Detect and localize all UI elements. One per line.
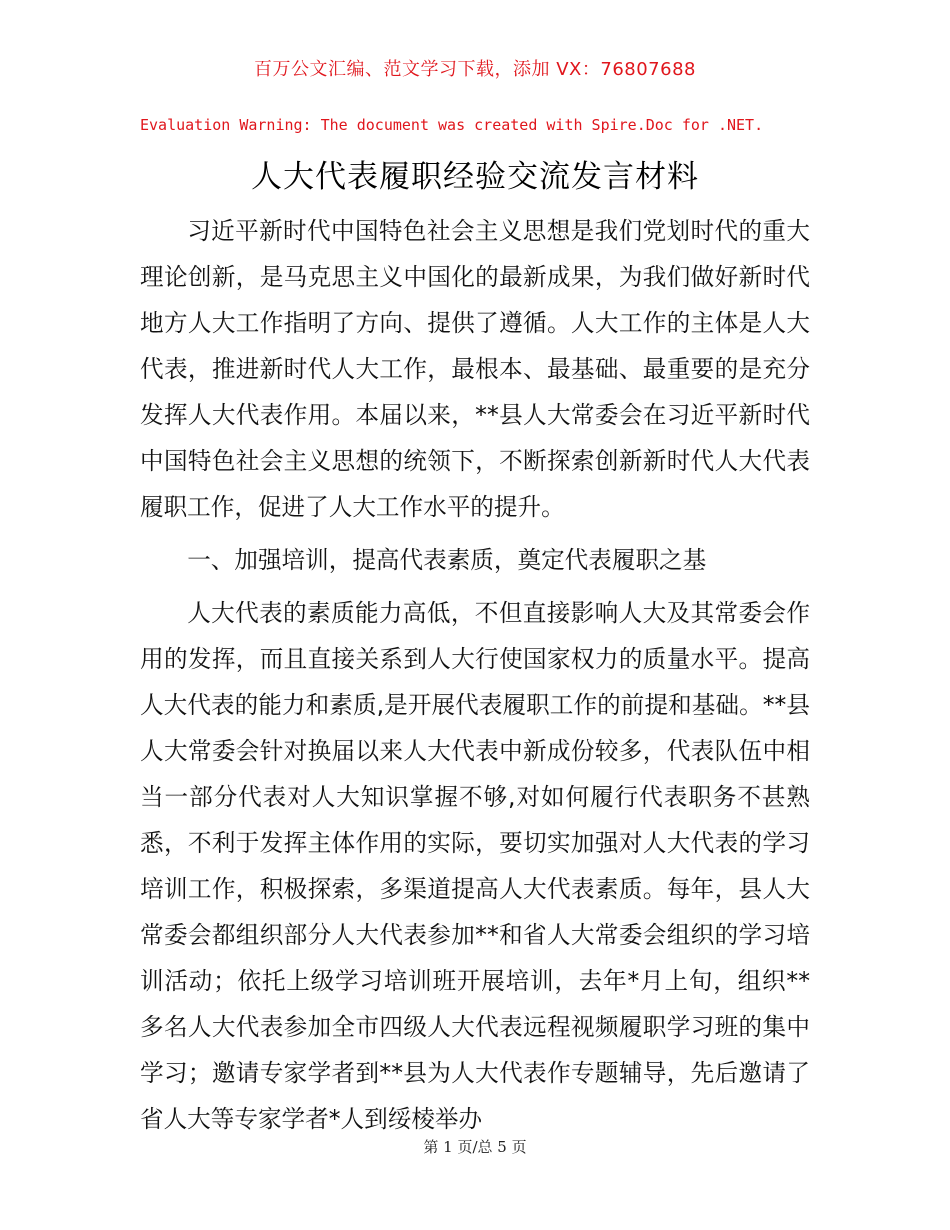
evaluation-warning: Evaluation Warning: The document was created with Spire.Doc for .NET.: [140, 116, 764, 134]
paragraph-intro: 习近平新时代中国特色社会主义思想是我们党划时代的重大理论创新，是马克思主义中国化的最新成果，为我们做好新时代地方人大工作指明了方向、提供了遵循。人大工作的主体是人大代表，推进新时代人大工作，最根本、最基础、最重要的是充分发挥人大代表作用。本届以来，**县人大常委会在习近平新时代中国特色社会主义思想的统领下，不断探索创新新时代人大代表履职工作，促进了人大工作水平的提升。: [140, 217, 810, 521]
section-heading-1: 一、加强培训，提高代表素质，奠定代表履职之基: [187, 546, 707, 574]
document-body: [140, 208, 810, 1149]
page-number: 第 1 页/总 5 页: [423, 1138, 527, 1156]
promo-banner: 百万公文汇编、范文学习下载，添加 VX：76807688: [254, 59, 696, 80]
paragraph-training: 人大代表的素质能力高低，不但直接影响人大及其常委会作用的发挥，而且直接关系到人大行使国家权力的质量水平。提高人大代表的能力和素质,是开展代表履职工作的前提和基础。**县人大常委会针对换届以来人大代表中新成份较多，代表队伍中相当一部分代表对人大知识掌握不够,对如何履行代表职务不甚熟悉，不利于发挥主体作用的实际，要切实加强对人大代表的学习培训工作，积极探索，多渠道提高人大代表素质。每年，县人大常委会都组织部分人大代表参加**和省人大常委会组织的学习培训活动；依托上级学习培训班开展培训，去年*月上旬，组织**多名人大代表参加全市四级人大代表远程视频履职学习班的集中学习；邀请专家学者到**县为人大代表作专题辅导，先后邀请了省人大等专家学者*人到绥棱举办: [140, 599, 810, 1133]
document-title: 人大代表履职经验交流发言材料: [251, 159, 699, 195]
